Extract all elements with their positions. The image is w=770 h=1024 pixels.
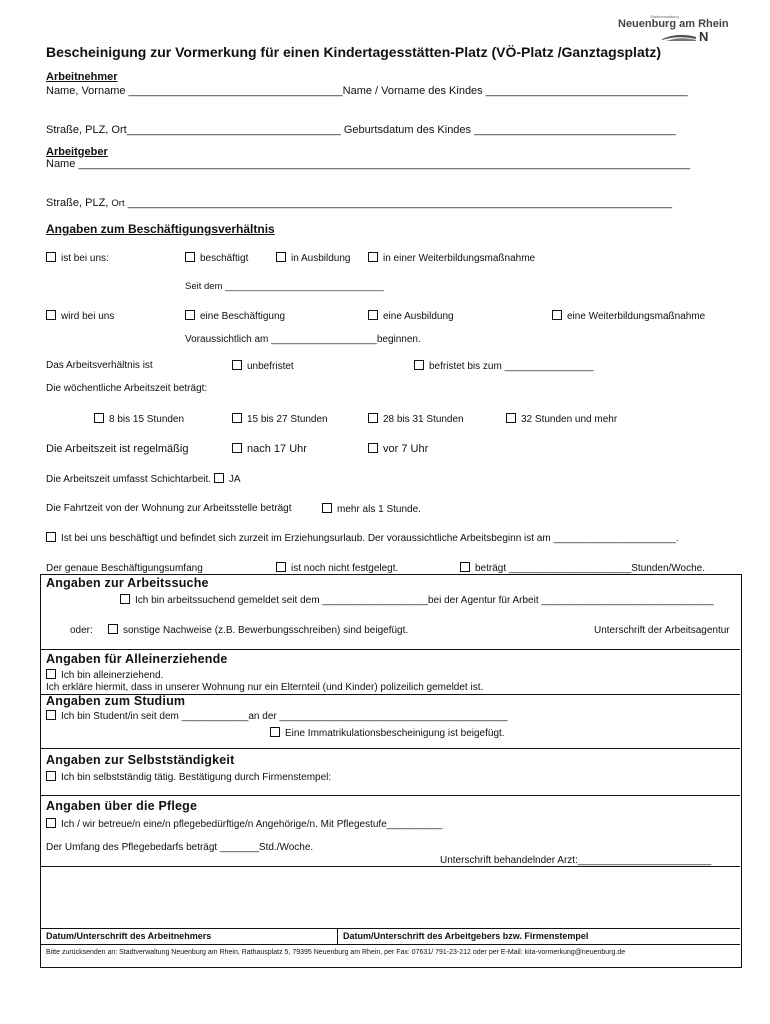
- betraegt-label: beträgt ______________________Stunden/Woche.: [475, 563, 706, 574]
- arbeitnehmer-name-line[interactable]: Name, Vorname ___________________________________Name / Vorname des Kindes _________________________________: [46, 85, 688, 97]
- arbeitgeber-heading: Arbeitgeber: [46, 146, 108, 158]
- vor-7-option[interactable]: [368, 443, 428, 455]
- hours-8-15-label: 8 bis 15 Stunden: [109, 414, 185, 425]
- ist-bei-uns-option[interactable]: [46, 252, 109, 264]
- checkbox-icon[interactable]: [232, 443, 242, 453]
- arbeitgeber-strasse-label: Straße, PLZ,: [46, 197, 109, 209]
- hours-32-option[interactable]: [506, 413, 617, 425]
- student-option[interactable]: [46, 710, 508, 722]
- befristet-option[interactable]: [414, 360, 594, 372]
- arbeitgeber-name-line[interactable]: Name ____________________________________________________________________________________________________: [46, 158, 691, 170]
- hours-32-label: 32 Stunden und mehr: [521, 414, 618, 425]
- wird-bei-uns-label: wird bei uns: [61, 311, 115, 322]
- checkbox-icon[interactable]: [368, 310, 378, 320]
- arbeitnehmer-signature-label: Datum/Unterschrift des Arbeitnehmers: [46, 931, 212, 941]
- checkbox-icon[interactable]: [368, 443, 378, 453]
- umfang-label: Der genaue Beschäftigungsumfang: [46, 563, 203, 574]
- voraussichtlich-line[interactable]: Voraussichtlich am ___________________beginnen.: [185, 334, 421, 345]
- mehr-1-stunde-option[interactable]: [322, 503, 421, 515]
- signature-separator: [337, 928, 338, 944]
- selbststaendig-option[interactable]: [46, 771, 331, 783]
- checkbox-icon[interactable]: [46, 669, 56, 679]
- mehr-1-stunde-label: mehr als 1 Stunde.: [337, 504, 421, 515]
- schicht-line: [46, 473, 241, 485]
- divider: [40, 649, 740, 650]
- checkbox-icon[interactable]: [276, 562, 286, 572]
- checkbox-icon[interactable]: [414, 360, 424, 370]
- checkbox-icon[interactable]: [46, 710, 56, 720]
- checkbox-icon[interactable]: [276, 252, 286, 262]
- logo-mark-letter: N: [699, 30, 709, 42]
- in-ausbildung-label: in Ausbildung: [291, 253, 351, 264]
- wird-bei-uns-option[interactable]: [46, 310, 114, 322]
- divider: [40, 748, 740, 749]
- erziehungsurlaub-option[interactable]: [46, 532, 679, 544]
- in-weiterbildung-option[interactable]: [368, 252, 535, 264]
- checkbox-icon[interactable]: [46, 771, 56, 781]
- arzt-signature-line[interactable]: Unterschrift behandelnder Arzt:________________________: [440, 855, 712, 866]
- checkbox-icon[interactable]: [46, 310, 56, 320]
- hours-28-31-label: 28 bis 31 Stunden: [383, 414, 464, 425]
- nach-17-option[interactable]: [232, 443, 307, 455]
- arbeitsverhaeltnis-label: Das Arbeitsverhältnis ist: [46, 360, 153, 371]
- hours-8-15-option[interactable]: [94, 413, 184, 425]
- arbeitssuche-heading: Angaben zur Arbeitssuche: [46, 576, 209, 590]
- eine-ausbildung-option[interactable]: [368, 310, 454, 322]
- footer-address: Bitte zurücksenden an: Stadtverwaltung Neuenburg am Rhein, Rathausplatz 5, 79395 Neuenburg am Rhein, per Fax: 07631/ 791-23-212 oder per E-Mail: kita-vormerkung@neuenburg.de: [46, 949, 626, 956]
- checkbox-icon[interactable]: [46, 532, 56, 542]
- checkbox-icon[interactable]: [322, 503, 332, 513]
- selbststaendig-label: Ich bin selbstständig tätig. Bestätigung durch Firmenstempel:: [61, 772, 332, 783]
- arbeitgeber-strasse-blank: _________________________________________________________________________________________: [127, 197, 673, 209]
- arbeitssuchend-label: Ich bin arbeitssuchend gemeldet seit dem ___________________bei der Agentur für Arbeit _______________________________: [135, 595, 714, 606]
- unbefristet-option[interactable]: [232, 360, 294, 372]
- signature-divider: [40, 928, 740, 929]
- pflegebedarf-line[interactable]: Der Umfang des Pflegebedarfs beträgt _______Std./Woche.: [46, 842, 314, 853]
- logo-mark-icon: [660, 30, 722, 42]
- checkbox-icon[interactable]: [108, 624, 118, 634]
- checkbox-icon[interactable]: [270, 727, 280, 737]
- in-ausbildung-option[interactable]: [276, 252, 351, 264]
- nicht-festgelegt-label: ist noch nicht festgelegt.: [291, 563, 399, 574]
- arbeitnehmer-strasse-line[interactable]: Straße, PLZ, Ort___________________________________ Geburtsdatum des Kindes _________________________________: [46, 124, 676, 136]
- checkbox-icon[interactable]: [552, 310, 562, 320]
- checkbox-icon[interactable]: [368, 252, 378, 262]
- beschaeftigt-option[interactable]: [185, 252, 248, 264]
- eine-weiterbildung-label: eine Weiterbildungsmaßnahme: [567, 311, 706, 322]
- page-title: Bescheinigung zur Vormerkung für einen Kindertagesstätten-Platz (VÖ-Platz /Ganztagsplatz): [46, 44, 662, 60]
- schicht-label: Die Arbeitszeit umfasst Schichtarbeit.: [46, 474, 212, 485]
- nachweise-option[interactable]: [108, 624, 408, 636]
- checkbox-icon[interactable]: [506, 413, 516, 423]
- checkbox-icon[interactable]: [232, 413, 242, 423]
- checkbox-icon[interactable]: [185, 252, 195, 262]
- alleinerziehend-erklaerung: Ich erkläre hiermit, dass in unserer Wohnung nur ein Elternteil (und Kinder) polizeilich gemeldet ist.: [46, 682, 484, 693]
- eine-ausbildung-label: eine Ausbildung: [383, 311, 454, 322]
- studium-heading: Angaben zum Studium: [46, 694, 186, 708]
- beschaeftigung-heading: Angaben zum Beschäftigungsverhältnis: [46, 222, 275, 236]
- immatrikulation-option[interactable]: [270, 727, 505, 739]
- footer-divider: [40, 944, 740, 945]
- betraegt-option[interactable]: [460, 562, 705, 574]
- checkbox-icon[interactable]: [46, 252, 56, 262]
- hours-28-31-option[interactable]: [368, 413, 464, 425]
- checkbox-icon[interactable]: [120, 594, 130, 604]
- ist-bei-uns-label: ist bei uns:: [61, 253, 109, 264]
- checkbox-icon[interactable]: [460, 562, 470, 572]
- oder-label: oder:: [70, 625, 93, 636]
- arbeitssuchend-option[interactable]: [120, 594, 714, 606]
- vor-7-label: vor 7 Uhr: [383, 443, 429, 455]
- selbststaendig-heading: Angaben zur Selbstständigkeit: [46, 753, 235, 767]
- beschaeftigt-label: beschäftigt: [200, 253, 249, 264]
- pflege-heading: Angaben über die Pflege: [46, 799, 198, 813]
- student-label: Ich bin Student/in seit dem ____________an der _________________________________________: [61, 711, 508, 722]
- erziehungsurlaub-label: Ist bei uns beschäftigt und befindet sich zurzeit im Erziehungsurlaub. Der voraussichtliche Arbeitsbeginn ist am ______________________.: [61, 533, 679, 544]
- immatrikulation-label: Eine Immatrikulationsbescheinigung ist beigefügt.: [285, 728, 505, 739]
- arbeitgeber-signature-label: Datum/Unterschrift des Arbeitgebers bzw. Firmenstempel: [343, 931, 589, 941]
- hours-15-27-option[interactable]: [232, 413, 328, 425]
- arbeitnehmer-heading: Arbeitnehmer: [46, 71, 118, 83]
- logo-small-text: Stadtverwaltung: [650, 14, 679, 19]
- checkbox-icon[interactable]: [232, 360, 242, 370]
- in-weiterbildung-label: in einer Weiterbildungsmaßnahme: [383, 253, 536, 264]
- arbeitgeber-strasse-line[interactable]: [46, 197, 672, 209]
- nach-17-label: nach 17 Uhr: [247, 443, 307, 455]
- alleinerziehende-heading: Angaben für Alleinerziehende: [46, 652, 228, 666]
- nachweise-label: sonstige Nachweise (z.B. Bewerbungsschreiben) sind beigefügt.: [123, 625, 409, 636]
- nicht-festgelegt-option[interactable]: [276, 562, 398, 574]
- arbeitsagentur-signature-label: Unterschrift der Arbeitsagentur: [594, 625, 730, 636]
- unbefristet-label: unbefristet: [247, 361, 294, 372]
- schicht-ja-label: JA: [228, 474, 241, 485]
- pflege-label: Ich / wir betreue/n eine/n pflegebedürftige/n Angehörige/n. Mit Pflegestufe__________: [61, 819, 443, 830]
- checkbox-icon[interactable]: [214, 473, 224, 483]
- eine-beschaeftigung-option[interactable]: [185, 310, 285, 322]
- eine-beschaeftigung-label: eine Beschäftigung: [200, 311, 286, 322]
- woechentlich-label: Die wöchentliche Arbeitszeit beträgt:: [46, 383, 208, 394]
- logo-text: Neuenburg am Rhein: [618, 18, 729, 30]
- eine-weiterbildung-option[interactable]: [552, 310, 705, 322]
- arbeitgeber-ort-label: Ort: [111, 198, 125, 209]
- divider: [40, 866, 740, 867]
- checkbox-icon[interactable]: [46, 818, 56, 828]
- regelmaessig-label: Die Arbeitszeit ist regelmäßig: [46, 443, 189, 455]
- hours-15-27-label: 15 bis 27 Stunden: [247, 414, 328, 425]
- pflege-option[interactable]: [46, 818, 442, 830]
- alleinerziehend-label: Ich bin alleinerziehend.: [61, 670, 164, 681]
- checkbox-icon[interactable]: [94, 413, 104, 423]
- befristet-label: befristet bis zum ________________: [429, 361, 594, 372]
- fahrtzeit-label: Die Fahrtzeit von der Wohnung zur Arbeitsstelle beträgt: [46, 503, 292, 514]
- divider: [40, 795, 740, 796]
- seit-dem-line[interactable]: Seit dem ______________________________: [185, 281, 384, 292]
- checkbox-icon[interactable]: [368, 413, 378, 423]
- checkbox-icon[interactable]: [185, 310, 195, 320]
- alleinerziehend-option[interactable]: [46, 669, 163, 681]
